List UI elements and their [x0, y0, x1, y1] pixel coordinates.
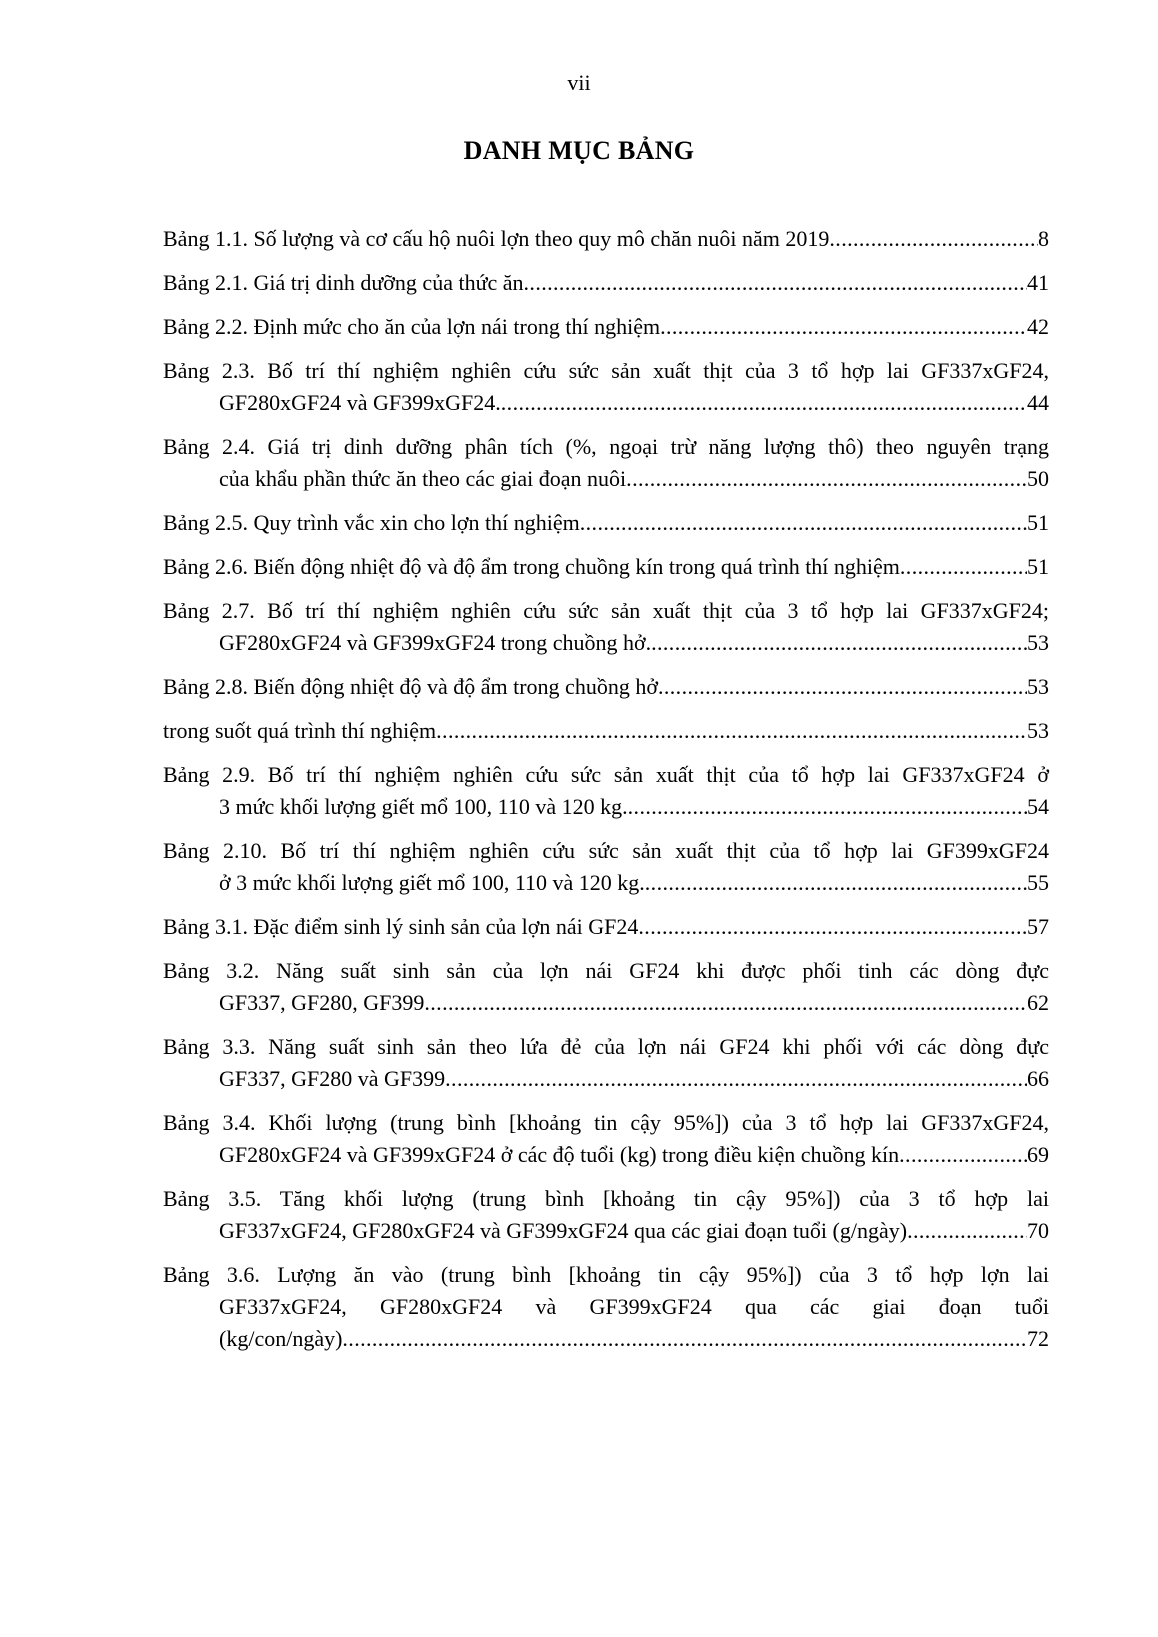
toc-entry[interactable]: [163, 595, 1049, 659]
page-title: DANH MỤC BẢNG: [463, 136, 695, 165]
toc-entry-line: [163, 759, 1049, 791]
leader-dots: [424, 987, 1027, 1019]
toc-entry-line: [163, 387, 1049, 419]
toc-entry-line: [163, 355, 1049, 387]
leader-dots: [900, 551, 1027, 583]
toc-entry-text: GF337, GF280, GF399: [219, 990, 425, 1015]
toc-entry[interactable]: [163, 1107, 1049, 1171]
leader-dots: [524, 267, 1027, 299]
toc-entry-text: Bảng 2.8. Biến động nhiệt độ và độ ẩm trong chuồng hở: [163, 674, 658, 699]
toc-entry-text: Bảng 3.1. Đặc điểm sinh lý sinh sản của lợn nái GF24: [163, 914, 639, 939]
toc-entry-line: [163, 955, 1049, 987]
toc-entry-text: Bảng 2.4. Giá trị dinh dưỡng phân tích (%, ngoại trừ năng lượng thô) theo nguyên trạng: [163, 434, 1049, 459]
leader-dots: [580, 507, 1027, 539]
toc-entry[interactable]: [163, 835, 1049, 899]
toc-entry-text: Bảng 1.1. Số lượng và cơ cấu hộ nuôi lợn theo quy mô chăn nuôi năm 2019: [163, 226, 830, 251]
toc-entry-text: Bảng 3.4. Khối lượng (trung bình [khoảng tin cậy 95%]) của 3 tổ hợp lai GF337xGF24,: [163, 1110, 1049, 1135]
toc-entry-text: Bảng 2.3. Bố trí thí nghiệm nghiên cứu sức sản xuất thịt của 3 tổ hợp lai GF337xGF24,: [163, 358, 1049, 383]
toc-entry[interactable]: [163, 1031, 1049, 1095]
toc-entry-page-number: 54: [1027, 794, 1049, 819]
toc-entry-line: [163, 1031, 1049, 1063]
toc-entry-text: Bảng 2.7. Bố trí thí nghiệm nghiên cứu sức sản xuất thịt của 3 tổ hợp lai GF337xGF24;: [163, 598, 1049, 623]
leader-dots: [907, 1215, 1027, 1247]
toc-entry-page-number: 53: [1027, 718, 1049, 743]
toc-entry-page-number: 72: [1027, 1326, 1049, 1351]
toc-entry-line: [163, 1183, 1049, 1215]
toc-entry-page-number: 66: [1027, 1066, 1049, 1091]
toc-entry[interactable]: [163, 223, 1049, 255]
toc-entry-text: ở 3 mức khối lượng giết mổ 100, 110 và 120 kg.: [219, 870, 645, 895]
toc-entry-line: [163, 1107, 1049, 1139]
toc-entry-text: của khẩu phần thức ăn theo các giai đoạn nuôi: [219, 466, 627, 491]
toc-entry[interactable]: [163, 759, 1049, 823]
toc-entry-line: [163, 223, 1049, 255]
toc-entry-line: [163, 267, 1049, 299]
toc-entry-line: [163, 835, 1049, 867]
toc-entry-line: [163, 1139, 1049, 1171]
toc-entry[interactable]: [163, 955, 1049, 1019]
toc-entry[interactable]: [163, 715, 1049, 747]
toc-entry[interactable]: [163, 267, 1049, 299]
leader-dots: [628, 791, 1027, 823]
toc-entry[interactable]: [163, 1183, 1049, 1247]
toc-entry-page-number: 62: [1027, 990, 1049, 1015]
leader-dots: [651, 627, 1027, 659]
toc-entry-line: [163, 791, 1049, 823]
toc-entry-page-number: 41: [1027, 270, 1049, 295]
toc-entry-page-number: 70: [1027, 1218, 1049, 1243]
toc-entry-line: [163, 551, 1049, 583]
toc-entry-line: [163, 507, 1049, 539]
leader-dots: [660, 311, 1027, 343]
toc-entry-page-number: 42: [1027, 314, 1049, 339]
toc-entry-line: [163, 431, 1049, 463]
leader-dots: [626, 463, 1027, 495]
toc-entry-line: [163, 1063, 1049, 1095]
leader-dots: [638, 911, 1027, 943]
toc-entry-page-number: 69: [1027, 1142, 1049, 1167]
toc-entry-page-number: 51: [1027, 554, 1049, 579]
toc-entry-line: [163, 1215, 1049, 1247]
toc-entry-page-number: 50: [1027, 466, 1049, 491]
toc-entry-line: [163, 1291, 1049, 1323]
leader-dots: [436, 715, 1027, 747]
toc-entry-line: [163, 867, 1049, 899]
toc-entry-text: 3 mức khối lượng giết mổ 100, 110 và 120 kg.: [219, 794, 628, 819]
toc-entry[interactable]: [163, 551, 1049, 583]
toc-entry[interactable]: [163, 911, 1049, 943]
toc-entry[interactable]: [163, 507, 1049, 539]
toc-entry-line: [163, 311, 1049, 343]
toc-entry-line: [163, 911, 1049, 943]
toc-entry-text: GF280xGF24 và GF399xGF24.: [219, 390, 501, 415]
toc-entry[interactable]: [163, 311, 1049, 343]
leader-dots: [829, 223, 1038, 255]
toc-entry-page-number: 8: [1038, 226, 1049, 251]
toc-entry-page-number: 55: [1027, 870, 1049, 895]
toc-entry-line: [163, 627, 1049, 659]
toc-entry-text: Bảng 2.9. Bố trí thí nghiệm nghiên cứu sức sản xuất thịt của tổ hợp lai GF337xGF24 ở: [163, 762, 1049, 787]
toc-entry-text: Bảng 2.1. Giá trị dinh dưỡng của thức ăn: [163, 270, 524, 295]
toc-entry[interactable]: [163, 431, 1049, 495]
leader-dots: [342, 1323, 1027, 1355]
leader-dots: [899, 1139, 1027, 1171]
toc-entry-page-number: 51: [1027, 510, 1049, 535]
leader-dots: [658, 671, 1027, 703]
toc-entry-line: [163, 595, 1049, 627]
toc-entry-text: GF337xGF24, GF280xGF24 và GF399xGF24 qua các giai đoạn tuổi (g/ngày): [219, 1218, 908, 1243]
toc-entry-line: [163, 1323, 1049, 1355]
toc-entry[interactable]: [163, 671, 1049, 703]
leader-dots: [645, 867, 1027, 899]
toc-entry-text: Bảng 2.10. Bố trí thí nghiệm nghiên cứu sức sản xuất thịt của tổ hợp lai GF399xGF24: [163, 838, 1049, 863]
toc-entry-line: [163, 715, 1049, 747]
toc-entry-text: Bảng 3.2. Năng suất sinh sản của lợn nái GF24 khi được phối tinh các dòng đực: [163, 958, 1049, 983]
page-number: vii: [567, 70, 591, 95]
toc-entry[interactable]: [163, 355, 1049, 419]
toc-entry-text: GF280xGF24 và GF399xGF24 trong chuồng hở.: [219, 630, 652, 655]
toc-entry[interactable]: [163, 1259, 1049, 1355]
toc-entry-text: Bảng 3.6. Lượng ăn vào (trung bình [khoảng tin cậy 95%]) của 3 tổ hợp lợn lai: [163, 1262, 1049, 1287]
toc-entry-page-number: 57: [1027, 914, 1049, 939]
toc-entry-text: Bảng 2.6. Biến động nhiệt độ và độ ẩm trong chuồng kín trong quá trình thí nghiệm: [163, 554, 900, 579]
toc-entry-page-number: 53: [1027, 630, 1049, 655]
table-of-contents-list: [163, 223, 1049, 1367]
toc-entry-line: [163, 1259, 1049, 1291]
toc-entry-text: Bảng 3.5. Tăng khối lượng (trung bình [khoảng tin cậy 95%]) của 3 tổ hợp lai: [163, 1186, 1049, 1211]
leader-dots: [445, 1063, 1027, 1095]
toc-entry-text: GF280xGF24 và GF399xGF24 ở các độ tuổi (kg) trong điều kiện chuồng kín: [219, 1142, 900, 1167]
toc-entry-text: GF337xGF24, GF280xGF24 và GF399xGF24 qua các giai đoạn tuổi: [219, 1294, 1049, 1319]
toc-entry-text: trong suốt quá trình thí nghiệm: [163, 718, 437, 743]
toc-entry-text: GF337, GF280 và GF399: [219, 1066, 446, 1091]
toc-entry-text: (kg/con/ngày): [219, 1326, 343, 1351]
toc-entry-text: Bảng 2.5. Quy trình vắc xin cho lợn thí nghiệm: [163, 510, 580, 535]
toc-entry-line: [163, 463, 1049, 495]
toc-entry-text: Bảng 3.3. Năng suất sinh sản theo lứa đẻ của lợn nái GF24 khi phối với các dòng đực: [163, 1034, 1049, 1059]
toc-entry-line: [163, 987, 1049, 1019]
toc-entry-page-number: 53: [1027, 674, 1049, 699]
toc-entry-line: [163, 671, 1049, 703]
toc-entry-text: Bảng 2.2. Định mức cho ăn của lợn nái trong thí nghiệm: [163, 314, 661, 339]
leader-dots: [501, 387, 1027, 419]
toc-entry-page-number: 44: [1027, 390, 1049, 415]
